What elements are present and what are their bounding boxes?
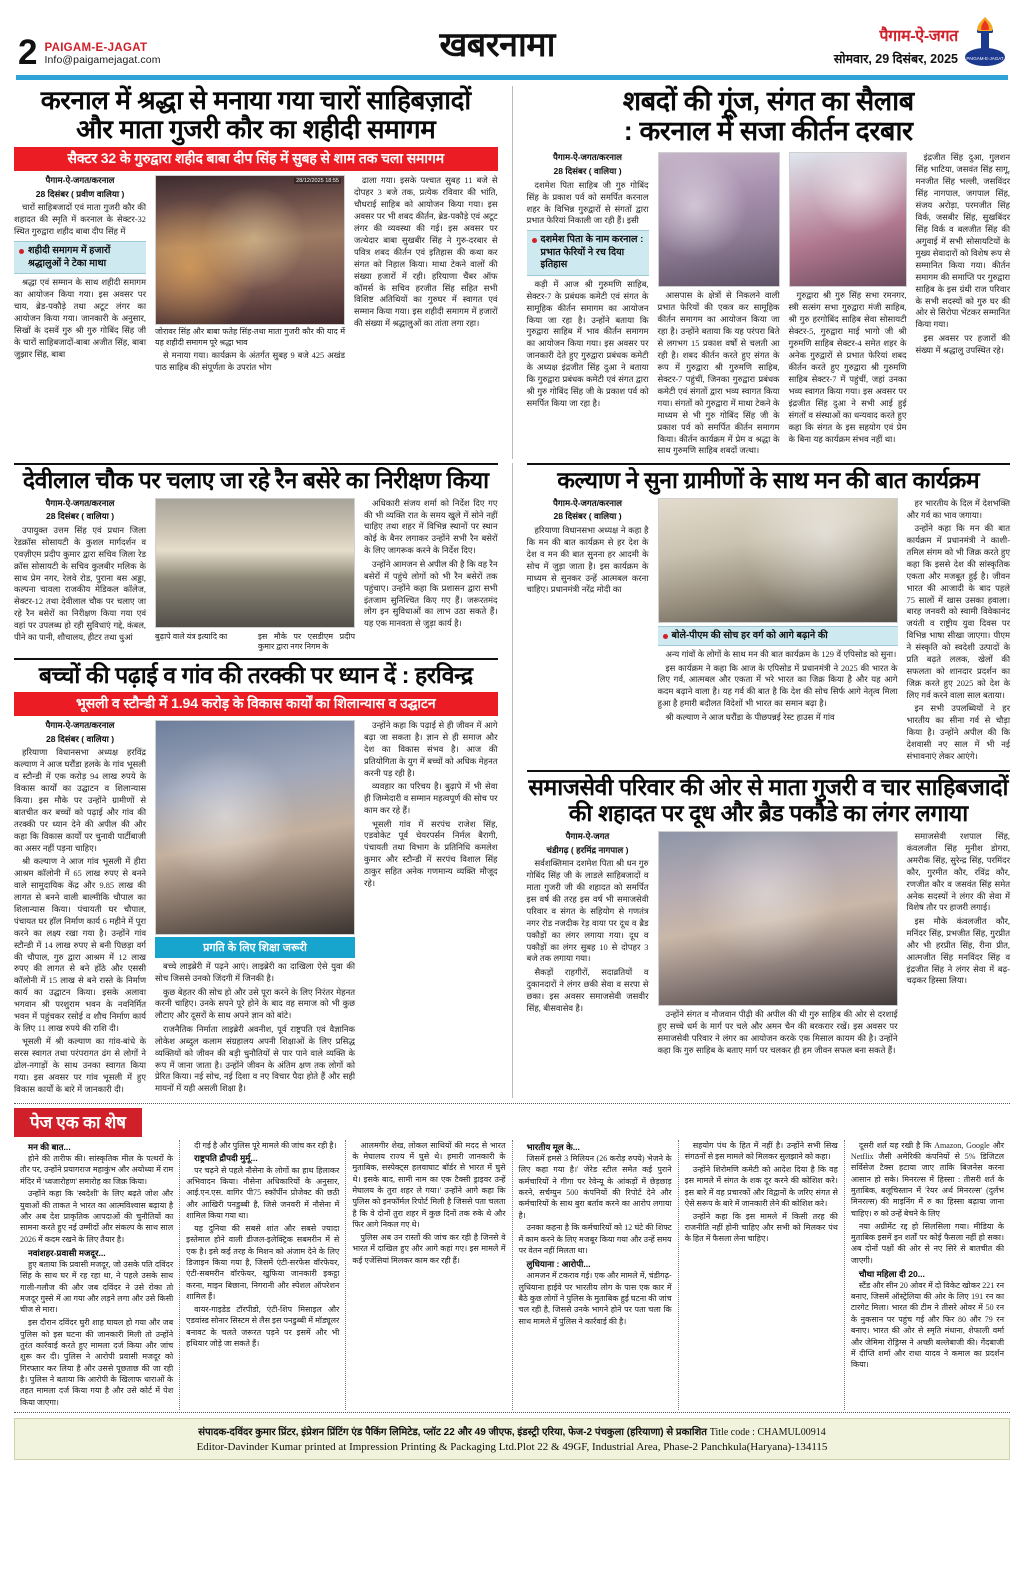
mann-ki-baat-viewing-photo — [658, 498, 898, 623]
imprint-footer — [14, 1418, 1010, 1460]
right-middle-column — [527, 463, 1011, 1098]
story2-byline-line2: 28 दिसंबर ( वालिया ) — [553, 166, 622, 177]
imprint-hindi-text: संपादक-दविंदर कुमार प्रिंटर, इंप्रेशन प्रिंटिंग एंड पैकिंग लिमिटेड, प्लॉट 22 और 49 जीएफ, इंडस्ट्री एरिया, फेज-2 पंचकुला (हरियाणा) से प्रकाशित — [198, 1426, 707, 1438]
story5-headline: कल्याण ने सुना ग्रामीणों के साथ मन की बात कार्यक्रम — [527, 463, 1011, 494]
story2-col2-p1: आसपास के क्षेत्रों से निकलने वाली प्रभात फेरियों की एकत्र कर सामूहिक कीर्तन समागम का आयोजन किया जा रहा है। उन्होंने बताया कि यह परंपरा बिते से लगभग 15 प्रकाश वर्षों से चलती आ रही है। शबद कीर्तन करते हुए संगत के रूप में गुरुद्वारा श्री गुरुमणि साहिब, सेक्टर-7 पहुंचीं, जिनका गुरुद्वारा प्रबंधक कमेटी एवं संगतों द्वारा भव्य स्वागत किया गया। संगतों को गुरुद्वारा में माथा टेकने के माध्यम से भी गुरु गोबिंद सिंह जी के प्रकाश पर्व को समर्पित कीर्तन समागम किया। कीर्तन कार्यक्रम में प्रेम व श्रद्धा के साथ गुरुमणि साहिब शबदों जत्था। — [657, 291, 780, 456]
story1-col1 — [14, 175, 146, 375]
story5-photo-col — [658, 498, 898, 765]
bcol3-p2: पुलिस अब उन रास्तों की जांच कर रही है जिनसे वे भारत में दाखिल हुए और आगे कहां गए। इस मामले में कई एजेंसियां मिलकर काम कर रही हैं। — [352, 1232, 506, 1265]
story2-col2 — [658, 152, 780, 458]
story4-kicker: भूसली व स्टौन्डी में 1.94 करोड़ के विकास कार्यों का शिलान्यास व उद्घाटन — [14, 692, 498, 716]
story-vikas-karya — [14, 658, 498, 1097]
story6-col3-p2: इस मौके कंवलजीत कौर, मनिंदर सिंह, प्रभजीत सिंह, गुरप्रीत और भी हरप्रीत सिंह, रीना प्रीत, आत्मजीत सिंह मनविंदर सिंह व इंद्रजीत सिंह ने लंगर सेवा में बढ़-चढ़कर हिस्सा लिया। — [906, 916, 1010, 986]
story2-col3 — [789, 152, 907, 458]
bcol2-p1: दी गई है और पुलिस पूरे मामले की जांच कर रही है। — [194, 1140, 337, 1150]
column-divider — [512, 86, 513, 459]
story4-col2-p2: राजनैतिक निर्माता लाइब्रेरी अवनीश, पूर्व राष्ट्रपति एवं वैज्ञानिक लोकेश अब्दुल कलाम संग्रहालय अपनी शिक्षाओं के लिए प्रसिद्ध व्यक्तियों को जीवन की बड़ी चुनौतियों से पार पाने वाले व्यक्ति के रूप में जाना जाता है। उन्होंने जीवन के अंतिम क्षण तक लोगों को प्रेरित किया। नई सोच, नई दिशा व नए विचार पैदा होते हैं और सही मायनों में यही असली शिक्षा है। — [155, 1024, 355, 1094]
story1-headline-line1: करनाल में श्रद्धा से मनाया गया चारों साहिबज़ादों — [40, 85, 471, 115]
foundation-stone-ceremony-photo — [155, 720, 355, 935]
story4-col3 — [364, 720, 498, 1097]
story6-col1-p1: सर्वशक्तिमान दशमेश पिता श्री धन गुरु गोबिंद सिंह जी के लाडले साहिबजादों व माता गुजरी जी की शहादत को समर्पित इस वर्ष की तरह इस वर्ष भी समाजसेवी परिवार व संगत के सहियोग से गणतंत्र नगर रोड नजदीक रेड़ वाया पर दूध व ब्रैड पकौड़ों का लंगर लगाया गया। दूध व पकौड़ों का लंगर सुबह 10 से दोपहर 3 बजे तक लगाया गया। — [526, 859, 649, 964]
story4-col1 — [14, 720, 146, 1097]
bcol1-p1: होने की तारीफ की। सांस्कृतिक मील के पत्थरों के तौर पर, उन्होंने प्रयागराज महाकुंभ और अयोध्या में राम मंदिर में 'ध्वजारोहण' समारोह का जिक्र किया। — [20, 1153, 174, 1186]
bcol5-p1: सहयोग पंथ के हित में नहीं है। उन्होंने सभी सिख संगठनों से इस मामले को मिलकर सुलझाने को कहा। — [684, 1140, 838, 1161]
story1-photo-col — [155, 175, 345, 375]
bcol1-p3: हुए बताया कि प्रवासी मजदूर, जो उसके पति दविंदर सिंह के साथ घर में रह रहा था, ने पहले उसके साथ गाली-गलौज की और जब दविंदर ने उसे रोका तो मजदूर गुस्से में आ गया और लड़ने लगा और उसे किसी चीज से मारा। — [20, 1259, 174, 1315]
masthead-left — [18, 33, 161, 73]
bcol4-p2: उनका कहना है कि कर्मचारियों को 12 घंटे की शिफ्ट में काम करने के लिए मजबूर किया गया और उन्हें समय पर वेतन नहीं मिलता था। — [518, 1223, 672, 1256]
story-kirtan-darbar — [527, 86, 1011, 459]
bcol4-p3: आमजन में टकराव गई। एक और मामले में, चंडीगढ़-लुधियाना हाईवे पर भारतीय लोग के पास एक कार में बैठे कुछ लोगों ने पुलिस के मुताबिक हुई घटना की जांच चल रही है, जिससे उनके भागने होने पर पता चला कि साथ मामले में पुलिस ने कार्रवाई की है। — [518, 1271, 672, 1326]
brand-email: Info@paigamejagat.com — [44, 54, 161, 66]
story5-col1-p1: हरियाणा विधानसभा अध्यक्ष ने कहा है कि मन की बात कार्यक्रम से हर देश के देश व मन की बात सुनना हर आदमी के सोच में जुड़ा जाता है। इस कार्यक्रम के माध्यम से सुनकर उन्हें आत्मबल करना चाहिए। प्रधानमंत्री नरेंद्र मोदी का — [526, 525, 649, 595]
page-title: खबरनामा — [439, 26, 555, 64]
masthead — [14, 0, 1010, 72]
story3-headline: देवीलाल चौक पर चलाए जा रहे रैन बसेरे का निरीक्षण किया — [14, 463, 498, 494]
story6-photo-col — [658, 831, 898, 1058]
story1-col1-p1: चारों साहिबजादों एवं माता गुजरी कौर की शहादत की स्मृति में करनाल के सेक्टर-32 स्थित गुरुद्वारा शहीद बाबा दीप सिंह में — [14, 203, 146, 237]
story4-col2-p1: कुछ बेहतर की सोच हो और उसे पूरा करने के लिए निरंतर मेहनत करनी चाहिए। उनके सपने पूरे होने के बाद वह समाज को भी कुछ लौटाए और दूसरों के साथ अपने ज्ञान को बांटे। — [155, 987, 355, 1021]
story1-col1-p2: श्रद्धा एवं सम्मान के साथ शहीदी समागम का आयोजन किया गया। इस अवसर पर चाय, ब्रेड-पकौड़े तथा अटूट लंगर का आयोजन किया गया। जानकारी के अनुसार, सिखों के दसवें गुरु श्री गुरु गोबिंद सिंह जी के चारों साहिबजादों-बाबा अजीत सिंह, बाबा जुझार सिंह, बाबा — [14, 278, 146, 359]
story4-headline: बच्चों की पढ़ाई व गांव की तरक्की पर ध्यान दें : हरविन्द्र — [14, 658, 498, 689]
story6-byline-line2: चंडीगढ़ ( हरमिंद्र नागपाल ) — [546, 844, 629, 855]
imprint-english: Editor-Davinder Kumar printed at Impression Printing & Packaging Ltd.Plot 22 & 49GF, Industrial Area, Phase-2 Panchkula(Haryana)-134115 — [196, 1440, 828, 1453]
story4-byline-line2: 28 दिसंबर ( वालिया ) — [45, 733, 115, 744]
publication-logo-text: पैगाम-ऐ-जगत — [879, 28, 958, 45]
story4-photo-col — [155, 720, 355, 1097]
story5-col2-p2: इस कार्यक्रम ने कहा कि आज के एपिसोड में प्रधानमंत्री ने 2025 की भारत के लिए गर्व, आत्मबल और एकता में भरे भारत का जिक्र किया है और यह आगे कदम बढ़ाने वाला है। यह गर्व की बात है कि देश की सोच सिर्फ आगे नेतृत्व मिला हुआ है हमारी बदौलत विदेशों भी भारत का समान बढ़ा है। — [657, 663, 898, 709]
bcol6-p1: दूसरी शर्त यह रखी है कि Amazon, Google और Netflix जैसी अमेरिकी कंपनियों से 5% डिजिटल सर्विसेज टैक्स हटाया जाए ताकि बिजनेस करना आसान हो सके। मिनरल्स में हिस्सा : तीसरी शर्त के मुताबिक, बलूचिस्तान में 'रेयर अर्थ मिनरल्स' (दुर्लभ मिनरल्स) की माइनिंग में रु का हिस्सा बढ़ाया जाना चाहिए। रु को उन्हें बेचने के लिए — [850, 1140, 1005, 1218]
story3-col3-p1: अधिकारी संजय शर्मा को निर्देश दिए गए की भी व्यक्ति रात के समय खुले में सोने नहीं चाहिए तथा शहर में विभिन्न स्थानों पर स्थान कोई के बैनर लगाकर उन्होंने सभी रैन बसेरों के लिए जागरूक करने के निर्देश दिए। — [364, 498, 498, 556]
story2-col1 — [527, 152, 649, 458]
bsub-3: राष्ट्रपति द्रौपदी मुर्मू... — [194, 1153, 258, 1164]
story6-col2-p1: उन्होंने संगत व नौजवान पीढ़ी की अपील की थी गुरु साहिब की ओर से दरशाई हुए सच्चे धर्म के मार्ग पर चले और अमन चैन की बरकरार रखें। इस अवसर पर समाजसेवी परिवार ने लंगर का आयोजन करके एक मिसाल कायम की है। उन्होंने कहा कि गुरु साहिब के बताए मार्ग पर चलकर ही हम जीवन सफल बना सकते हैं। — [657, 1009, 898, 1055]
col-meghalaya-taxi — [346, 1140, 512, 1410]
story2-col3-p3: इस अवसर पर हजारों की संख्या में श्रद्धालु उपस्थित रहे। — [915, 333, 1010, 355]
story2-col3-p2: इंद्रजीत सिंह दुआ, गुलशन सिंह भाटिया, जसवंत सिंह सागू, मनजीत सिंह भल्ली, जसविंदर सिंह नागपाल, जगपाल सिंह, संजय अरोड़ा, परमजीत सिंह विर्क, जसबीर सिंह, सुखबिंदर सिंह विर्क व बलजीत सिंह की अगुवाई में सभी सोसायटियों के मुख्य सेवादारों को विशेष रूप से सम्मानित किया गया। कीर्तन समागम की समाप्ति पर गुरुद्वारा साहिब के इस ग्रंथी राज परिवार के सभी सदस्यों को गुरु घर की ओर से सिरोपा भेंटकर सम्मानित किया गया। — [915, 153, 1010, 330]
story-mann-ki-baat — [527, 463, 1011, 765]
bullet-icon — [663, 634, 668, 639]
story6-col1-p2: सैकड़ों राहगीरों, सदाव्रतियों व दुकानदारों ने लंगर छकी सेवा व सरपा से छका। इस अवसर समाजसेवी जसवीर सिंह, बीसवासेव है। — [526, 967, 649, 1013]
story5-col3-p2: उन्होंने कहा कि मन की बात कार्यक्रम में प्रधानमंत्री ने काशी-तमिल संगम को भी जिक्र करते हुए कहा कि इससे देश की सांस्कृतिक एकता और मजबूत हुई है। जीवन भारत की आजादी के बाद पहले 75 सालों में खास उसका हवाला। बारह जनवरी को स्वामी विवेकानंद जयंती व राष्ट्रीय युवा दिवस पर विभिन्न भाषा सीखा जाएगा। पीएम ने संस्कृति को स्वदेशी उत्पादों के प्रति बढ़ते ललक, खेलों की सफलता को शानदार प्रदर्शन का जिक्र करते हुए 2025 को देश के लिए गर्व करने वाला साल बताया। — [906, 523, 1010, 700]
story6-col3-p1: समाजसेवी रशपाल सिंह, कंवलजीत सिंह मुनीश डोगरा, अमरीक सिंह, सुरेन्द्र सिंह, परमिंदर कौर, गुरमीत कौर, रविंद्र कौर, रणजीत कौर व जसवंत सिंह समेत अनेक सदस्यों ने लंगर की सेवा में विशेष तौर पर हाजरी लगाई। — [906, 831, 1010, 913]
bcol1-p4: इस दौरान दविंदर घुरी शाह घायल हो गया और जब पुलिस को इस घटना की जानकारी मिली तो उन्होंने तुरंत कार्रवाई करते हुए मामला दर्ज किया और जांच शुरू कर दी। पुलिस ने आरोपी प्रवासी मजदूर को गिरफ्तार कर लिया है और उससे पूछताछ की जा रही है। पुलिस ने बताया कि आरोपी के खिलाफ धाराओं के तहत मामला दर्ज किया गया है और उसे कोर्ट में पेश किया जाएगा। — [20, 1318, 174, 1407]
title-code: Title code : CHAMUL00914 — [709, 1426, 826, 1438]
story4-col1-p3: भूसली में श्री कल्याण का गांव-बांधे के सरस स्वागत तथा परंपरागत ढंग से लोगों ने ढोल-नगाड़ों के साथ उनका स्वागत किया गया। इस अवसर पर गांव भूसली में हुए विकास कार्यों के बारे में जानकारी दी। — [14, 1037, 146, 1095]
story6-col1 — [527, 831, 649, 1058]
issue-date: सोमवार, 29 दिसंबर, 2025 — [833, 52, 958, 66]
story6-byline-line1: पैगाम-ऐ-जगत — [565, 830, 610, 841]
story5-col1 — [527, 498, 649, 765]
bullet-icon — [19, 249, 24, 254]
story5-subhead: बोले-पीएम की सोच हर वर्ग को आगे बढ़ाने की — [671, 629, 828, 641]
nishan-sahib-flag-photo — [789, 152, 907, 287]
bsub-2: नवांशहर-प्रवासी मजदूर... — [28, 1247, 106, 1258]
bsub-1: मन की बात... — [28, 1141, 71, 1152]
story2-col1-p2: कड़ी में आज श्री गुरुमणि साहिब, सेक्टर-7 के प्रबंधक कमेटी एवं संगत के सामूहिक कीर्तन समागम का आयोजन किया जा रहा है। उन्होंने बताया कि गुरुद्वारा साहिब में भाव कीर्तन समागम का आयोजन किया गया। इस अवसर पर जानकारी देते हुए गुरुद्वारा प्रबंधक कमेटी के अध्यक्ष इंद्रजीत सिंह दुआ ने बताया कि गुरुद्वारा प्रबंधक कमेटी एवं संगत द्वारा श्री गुरु गोबिंद सिंह जी के प्रकाश पर्व को समर्पित किया जा रहा है। — [526, 279, 649, 408]
story3-col3-p2: उन्होंने आमजन से अपील की है कि वह रैन बसेरों में पहुंचे लोगों को भी रैन बसेरों तक पहुंचाए। उन्होंने कहा कि प्रशासन द्वारा सभी इंतजाम सुनिश्चित किए गए हैं। जरूरतमंद लोग इन सुविधाओं का लाभ उठा सकते हैं। यह एक मानवता से जुड़ा कार्य है। — [364, 559, 498, 629]
story1-headline-line2: और माता गुजरी कौर का शहीदी समागम — [76, 114, 436, 145]
col-president-murmu — [180, 1140, 346, 1410]
story2-col1-p1: दशमेश पिता साहिब जी गुरु गोबिंद सिंह के प्रकाश पर्व को समर्पित करनाल शहर के विभिन्न गुरुद्वारों से संगतों द्वारा प्रभात फेरियां निकाली जा रही हैं। इसी — [526, 180, 649, 226]
story2-col4 — [916, 152, 1011, 458]
story1-col2-p1: ढाला गया। इसके पश्चात सुबह 11 बजे से दोपहर 3 बजे तक, प्रत्येक रविवार की भांति, चौधराई साहिब को आयोजन किया गया। इस अवसर पर भी शबद कीर्तन, ब्रेड-पकौड़े एवं अटूट लंगर की व्यवस्था की गई। इस अवसर पर जत्थेदार बाबा सुखबीर सिंह ने गुरु-दरबार से पवित्र शबद कीर्तन एवं इतिहास की कथा कर संगत को निहाल किया। माथा टेकने वालों की संख्या हजारों में रही। हरियाणा चैंबर ऑफ कॉमर्स के सचिव हरजीत सिंह सहित सभी विशिष्ट अतिथियों का गुरुघर में स्वागत एवं सम्मान किया गया। इस शहीदी समागम में हजारों की संख्या में श्रद्धालुओं का तांता लगा रहा। — [354, 176, 498, 329]
story4-cyan-caption: प्रगति के लिए शिक्षा जरूरी — [155, 937, 355, 958]
col-mann-ki-baat — [14, 1140, 180, 1410]
story4-col1-p1: हरियाणा विधानसभा अध्यक्ष हरविंद्र कल्याण ने आज घरौंडा हलके के गांव भूसली व स्टौन्डी में एक करोड़ 94 लाख रुपये के विकास कार्यों का उद्घाटन व शिलान्यास किया। इस मौके पर उन्होंने ग्रामीणों से बातचीत कर बच्चों को पढ़ाई और गांव की तरक्की पर ध्यान देने की अपील की और कहा कि विकास कार्यों पर चुनावी पार्टीबाजी का असर नहीं पड़ना चाहिए। — [14, 748, 146, 853]
middle-zone — [14, 463, 1010, 1098]
continued-badge: पेज एक का शेष — [14, 1108, 142, 1137]
bcol2-p3: यह दुनिया की सबसे शांत और सबसे ज्यादा इस्तेमाल होने वाली डीजल-इलेक्ट्रिक सबमरीन में से एक है। इसे कई तरह के मिशन को अंजाम देने के लिए डिजाइन किया गया है, जिसमें एंटी-सरफेस वॉरफेयर, एंटी-सबमरीन वॉरफेयर, खुफिया जानकारी इकट्ठा करना, माइन बिछाना, निगरानी और स्पेशल ऑपरेशन शामिल हैं। — [186, 1223, 340, 1302]
story4-col1-p2: श्री कल्याण ने आज गांव भूसली में हीरा आश्रम कॉलोनी में 65 लाख रुपए से बनने वाले सामुदायिक केंद्र और 9.85 लाख की लागत से बनने वाली बाल्मीकि चौपाल का शिलान्यास किया। पंचायती घर चौपाल, पंचायत घर हॉल निर्माण कार्य 6 महीने में पूरा करने का लक्ष्य रखा गया है। उन्होंने गांव स्टौन्डी में 14 लाख रुपए से बनी पिछड़ा वर्ग की चौपाल, गुरु द्वारा आश्रम में 12 लाख रुपए की लागत से बने होंठे और एससी कॉलोनी में 15 लाख से बने रास्ते के निर्माण कार्य का उद्घाटन किया। इसके अलावा भगवान श्री परशुराम भवन के नवनिर्मित भवन में पहुंचकर रसोई व शौच निर्माण कार्य के लिए 11 लाख रुपये की राशि दी। — [14, 857, 146, 1034]
story4-col3-p2: भूसली गांव में सरपंच राजेश सिंह, एडवोकेट पूर्व चेयरपर्सन निर्मल बैरागी, पंचायती तथा विभाग के प्रतिनिधि कमलेश कुमार और स्टौन्डी में सरपंच विशाल सिंह ठाकुर सहित अनेक गणमान्य व्यक्ति मौजूद रहे। — [364, 819, 498, 889]
story1-subhead: शहीदी समागम में हजारों श्रद्धालुओं ने टेका माथा — [28, 245, 111, 269]
story5-byline-line2: 28 दिसंबर ( वालिया ) — [553, 511, 622, 522]
prabhat-pheri-street-photo — [658, 152, 780, 287]
masthead-right — [834, 17, 1006, 68]
bcol2-p2: पर चढ़ने से पहले नौसेना के लोगों का हाथ हिलाकर अभिवादन किया। नौसेना अधिकारियों के अनुसार, आई.एन.एस. वागिर पी75 स्कॉर्पीन प्रोजेक्ट की छठी और आखिरी पनडुब्बी है, जिसे जनवरी में नौसेना में शामिल किया गया था। — [186, 1165, 340, 1221]
story1-byline-line1: पैगाम-ऐ-जगत/करनाल — [45, 175, 115, 186]
bcol6-p3: स्टैंड और सीन 20 ओवर में दो विकेट खोकर 221 रन बनाए, जिसमें ऑस्ट्रेलिया की ओर के लिए 191 रन का टारगेट मिला। भारत की टीम ने तीसरे ओवर में 50 रन के नुकसान पर पहुंच गई और फिर 80 और 79 रन बनाए। भारत की ओर से स्मृति मंधाना, शेफाली वर्मा और जेमिमा रोड्रिग्स ने अच्छी बल्लेबाजी की। गेंदबाजी में दीप्ति शर्मा और राधा यादव ने कमाल का प्रदर्शन किया। — [850, 1280, 1005, 1370]
story1-subhead-box — [14, 241, 146, 274]
story1-kicker: सैक्टर 32 के गुरुद्वारा शहीद बाबा दीप सिंह में सुबह से शाम तक चला समागम — [14, 147, 498, 171]
story1-cap-cont: से मनाया गया। कार्यक्रम के अंतर्गत सुबह 9 बजे 425 अखंड पाठ साहिब की संपूर्णता के उपरांत भोग — [155, 351, 345, 372]
story3-col1-p1: उपायुक्त उत्तम सिंह एवं प्रधान जिला रेडक्रॉस सोसायटी के कुशल मार्गदर्शन व एवज़ीएम प्रदीप कुमार द्वारा सचिव जिला रेड क्रॉस सोसायटी के सचिव कुलबीर मलिक के साथ प्रेम नगर, रेलवे रोड, पुराना बस अड्डा, कल्पना चावला राजकीय मेडिकल कॉलेज, सेक्टर-12 तथा देवीलाल चौक पर चलाए जा रहे रैन बसेरों का निरीक्षण किया गया एवं वहां पर उपलब्ध हो रही सुविधाएं गद्दे, कंबल, पीने का पानी, शौचालय, हीटर तथा धुआं — [14, 525, 146, 643]
gurdwara-ceremony-photo — [155, 175, 345, 325]
story4-photo-caption: बच्चे लाइब्रेरी में पढ़ने आएं। लाइब्रेरी का दाखिला ऐसे युवा की सोच जिससे उनको जिंदगी में जिनकी है। — [155, 962, 355, 984]
bcol3-p1: आलमगीर शेख, लोकल साथियों की मदद से भारत के मेघालय राज्य में घुसे थे। हमारी जानकारी के मुताबिक, सस्पेक्ट्स हलवाघाट बॉर्डर से भारत में घुसे थे। इसके बाद, सामी नाम का एक टैक्सी ड्राइवर उन्हें मेघालय के तुरा शहर ले गया।' उन्होंने आगे कहा कि पुलिस को इनफॉर्मल रिपोर्ट मिली है जिससे पता चलता है कि वे दोनों तुरा शहर में कुछ दिनों तक रुके थे और फिर आगे निकल गए थे। — [352, 1140, 506, 1230]
photo-timestamp: 28/12/2025 18:55 — [296, 178, 339, 185]
svg-text:PAIGAM-E-JAGAT: PAIGAM-E-JAGAT — [966, 56, 1004, 61]
story5-col2-p1: अन्य गांवों के लोगों के साथ मन की बात कार्यक्रम के 129 वें एपिसोड को सुना। — [665, 650, 897, 660]
night-shelter-inspection-photo — [155, 498, 355, 628]
story6-headline-line1: समाजसेवी परिवार की ओर से माता गुजरी व चार साहिबजादों — [527, 770, 1011, 801]
story5-subhead-box — [658, 626, 898, 646]
brand-name: PAIGAM-E-JAGAT — [44, 42, 148, 54]
story-rain-basera — [14, 463, 498, 653]
story-shaheedi-samagam — [14, 86, 498, 459]
story2-subhead-box — [527, 230, 649, 275]
column-divider — [512, 463, 513, 1098]
story4-col2-p3: उन्होंने कहा कि पढ़ाई से ही जीवन में आगे बढ़ा जा सकता है। ज्ञान से ही समाज और देश का विकास संभव है। आज की प्रतियोगिता के युग में बच्चों को अधिक मेहनत करनी पड़ रही है। — [364, 721, 498, 778]
story5-col3 — [907, 498, 1011, 765]
langar-group-photo — [658, 831, 898, 1006]
story-langar — [527, 770, 1011, 1058]
top-zone — [14, 86, 1010, 459]
story2-headline-line1: शबदों की गूंज, संगत का सैलाब — [622, 86, 914, 116]
story5-col3-p3: इन सभी उपलब्धियों ने हर भारतीय का सीना गर्व से चौड़ा किया है। उन्होंने अपील की कि देशवासी नए साल में भी नई संभावनाएं लेकर आएंगे। — [906, 704, 1010, 761]
story2-byline-line1: पैगाम-ऐ-जगत/करनाल — [553, 152, 622, 163]
left-middle-column — [14, 463, 498, 1098]
story3-byline-line1: पैगाम-ऐ-जगत/करनाल — [45, 497, 115, 508]
masthead-rule — [16, 75, 1008, 80]
imprint-hindi — [21, 1424, 1003, 1438]
bcol4-p1: जिसमें हमसे 3 मिलियन (26 करोड़ रुपये) भेजने के लिए कहा गया है।' जेरेड स्टील समेत कई पुराने कर्मचारियों ने गीगा पर रेवेन्यू के आंकड़ों में छेड़छाड़ करने, सर्चग्युन 500 कंपनियों की रिपोर्ट देने और कर्मचारियों के साथ बुरा बर्ताव करने का आरोप लगाया है। — [518, 1153, 672, 1220]
story3-caption-right: इस मौके पर एसडीएम प्रदीप कुमार द्वारा नगर निगम के — [258, 631, 355, 652]
bsub-6: चौथा महिला दी 20... — [858, 1268, 925, 1279]
story4-byline-line1: पैगाम-ऐ-जगत/करनाल — [45, 720, 115, 731]
story2-col3-p1: गुरुद्वारा श्री गुरु सिंह सभा रमनगर, स्त्री सत्संग सभा गुरुद्वारा मंजी साहिब, श्री गुरु हरगोबिंद साहिब सेवा सोसायटी सेक्टर-5, गुरुद्वारा माई भागो जी श्री गुरुमणि साहिब सेक्टर-4 समेत शहर के अनेक गुरुद्वारों से प्रभात फेरियां शबद कीर्तन करते हुए गुरुद्वारा श्री गुरुमणि साहिब सेक्टर-7 में पहुंचीं, जहां उनका भव्य स्वागत किया गया। इस अवसर पर इंद्रजीत सिंह दुआ ने सभी आई हुई संगतों व संस्थाओं का धन्यवाद करते हुए कहा कि संगत के इस सहयोग एवं प्रेम के बिना यह कार्यक्रम संभव नहीं था। — [788, 291, 907, 444]
bcol1-p2: उन्होंने कहा कि 'स्वदेशी' के लिए बढ़ते जोश और युवाओं की ताकत ने भारत का आत्मविश्वास बढ़ाया है और अब देश प्राकृतिक आपदाओं की चुनौतियों का सामना करते हुए नई उम्मीदों और संकल्प के साथ साल 2026 में कदम रखने के लिए तैयार है। — [20, 1189, 174, 1244]
torch-logo-icon — [964, 17, 1006, 67]
continued-columns — [14, 1140, 1010, 1410]
story5-col3-p1: हर भारतीय के दिल में देशभक्ति और गर्व का भाव जगाया। — [906, 498, 1010, 520]
bsub-4: भारतीय मूल के... — [526, 1141, 580, 1152]
bcol5-p2: उन्होंने शिरोमणि कमेटी को आदेश दिया है कि वह इस मामले में संगत के शक दूर करने की कोशिश करे। इस बारे में वह प्रचारकों और विद्वानों के जरिए संगत से ऐसे सरूप के बारे में जानकारी लेने की कोशिश करे। — [684, 1164, 838, 1208]
story3-byline-line2: 28 दिसंबर ( वालिया ) — [45, 511, 115, 522]
story6-col3 — [907, 831, 1011, 1058]
story3-caption-left: बुढ़ापे वाले यंत्र इत्यादि का — [155, 631, 228, 641]
bcol2-p4: वायर-गाइडेड टॉरपीडो, एंटी-शिप मिसाइल और एडवांस्ड सोनार सिस्टम से लैस इस पनडुब्बी में मॉड्यूलर बनावट के चलते जरूरत पड़ने पर इसमें और भी हथियार जोड़े जा सकते हैं। — [186, 1304, 340, 1349]
story3-col1 — [14, 498, 146, 653]
story1-photo-caption: जोरावर सिंह और बाबा फतेह सिंह-तथा माता गुजरी कौर की याद में यह शहीदी समागम पूरे श्रद्धा भाव — [155, 327, 345, 347]
story1-col3 — [354, 175, 498, 375]
story4-col3-p1: व्यवहार का परिचय है। बुढ़ापे में भी सेवा ही जिम्मेदारी व सम्मान महत्वपूर्ण की सोच पर काम कर रहे हैं। — [364, 782, 498, 816]
col-digital-tax — [845, 1140, 1010, 1410]
bcol6-p2: नया अग्रीमेंट रद्द हो सिलसिला गया। मीडिया के मुताबिक इसमें इन शर्तों पर कोई फैसला नहीं हो सका। अब दोनों पक्षों की ओर से नए सिरे से बातचीत की जाएगी। — [850, 1221, 1005, 1265]
story2-headline-line2: : करनाल में सजा कीर्तन दरबार — [623, 116, 913, 147]
story1-byline-line2: 28 दिसंबर ( प्रवीण वालिया ) — [35, 188, 125, 199]
story6-headline-line2: की शहादत पर दूध और ब्रैड पकौडे का लंगर लगाया — [568, 800, 968, 827]
bcol5-p3: उन्होंने कहा कि इस मामले में किसी तरह की राजनीति नहीं होनी चाहिए और सभी को मिलकर पंथ के हित में फैसला लेना चाहिए। — [684, 1211, 838, 1244]
story3-col3 — [364, 498, 498, 653]
col-sikh-organisations — [679, 1140, 845, 1410]
story2-subhead: दशमेश पिता के नाम करनाल : प्रभात फेरियों ने रच दिया इतिहास — [540, 234, 644, 271]
page-number: 2 — [18, 33, 38, 73]
story3-photo-col — [155, 498, 355, 653]
story5-byline-line1: पैगाम-ऐ-जगत/करनाल — [553, 497, 622, 508]
col-indian-origin — [513, 1140, 679, 1410]
story5-col2-p3: श्री कल्याण ने आज घरौंडा के पीछपन्नई रेस्ट हाउस में गांव — [665, 712, 835, 722]
page-one-continued-section — [14, 1103, 1010, 1413]
bullet-icon — [532, 238, 537, 243]
bsub-5: लुधियाना : आरोपी... — [526, 1259, 591, 1270]
